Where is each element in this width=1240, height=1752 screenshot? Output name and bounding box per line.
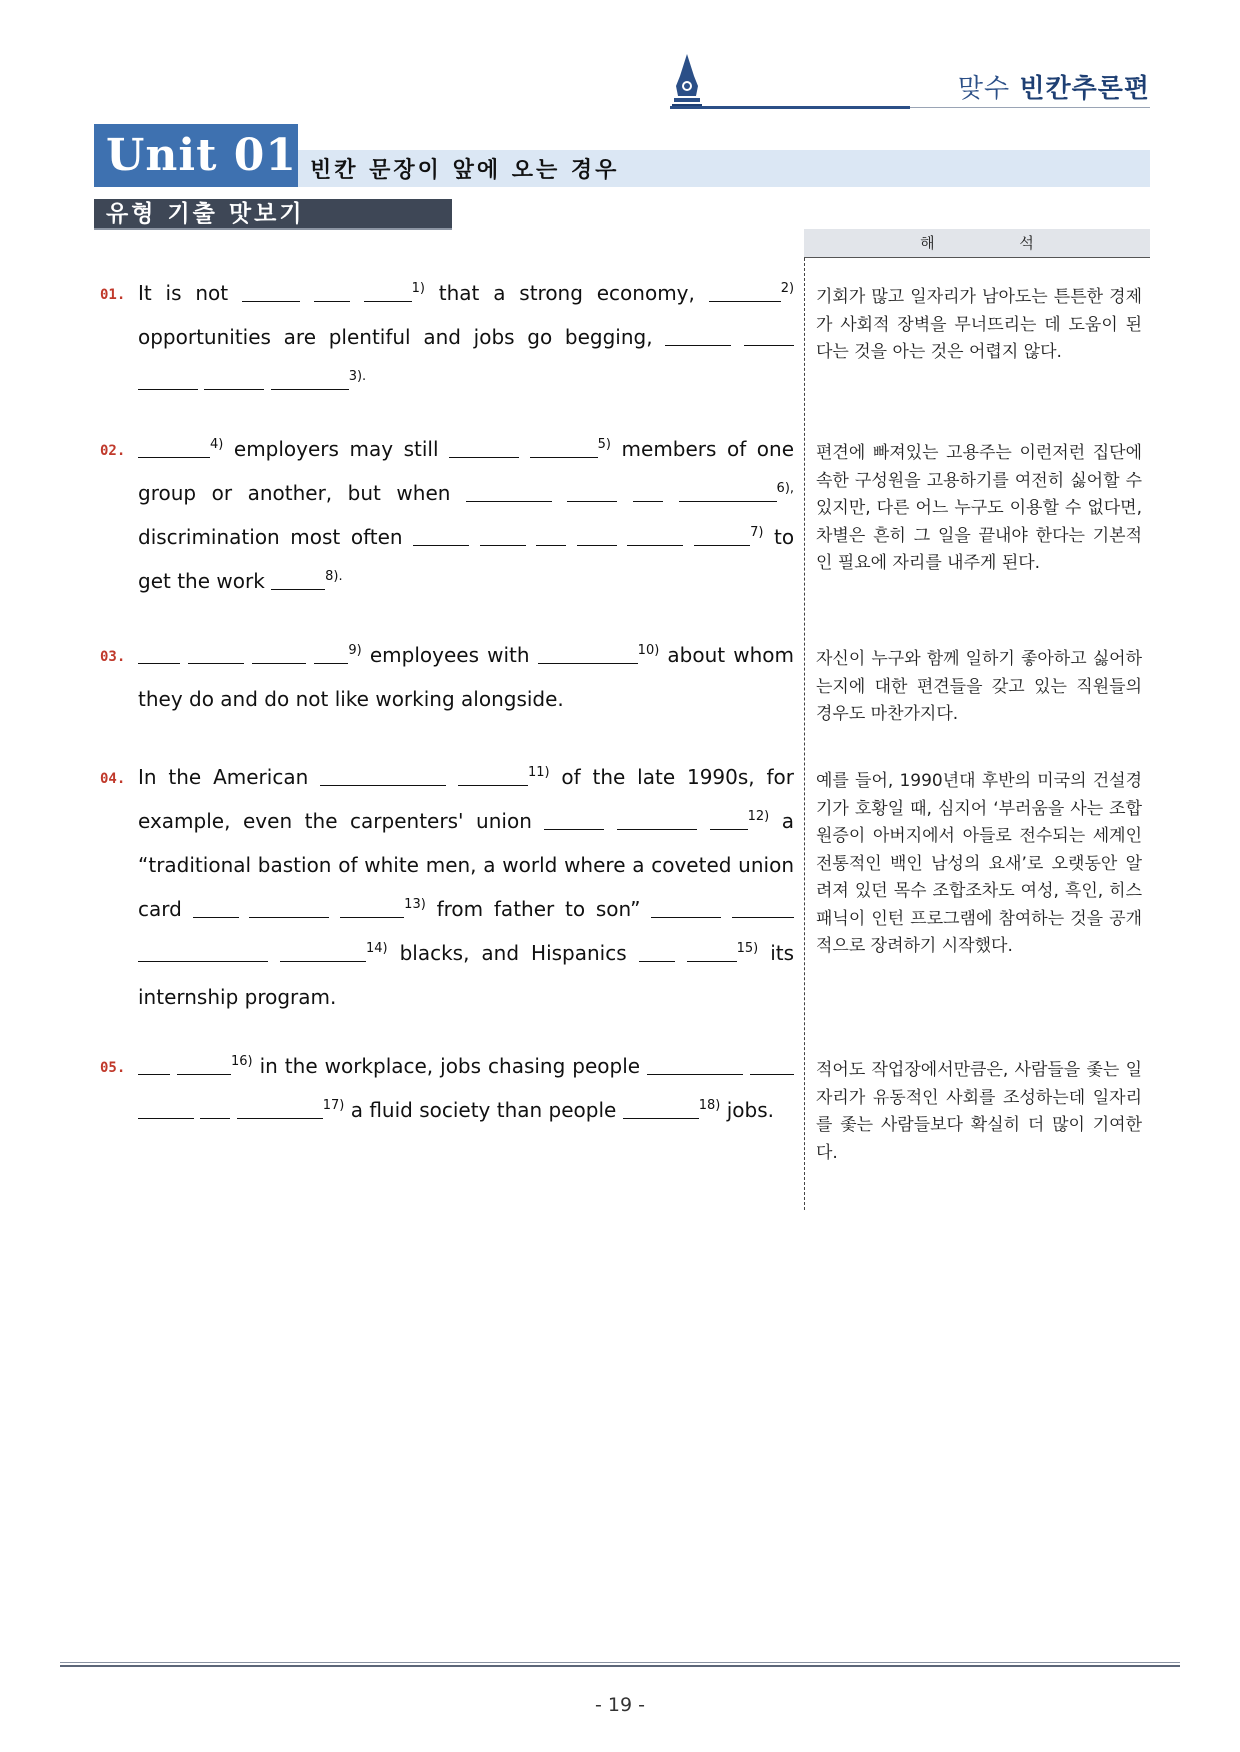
question-text: $^{16)}$ in the workplace, jobs chasing people $^{17)}$ a fluid society than people $^{18)}$ jobs. <box>138 1044 794 1132</box>
blank[interactable] <box>177 1055 231 1075</box>
blank[interactable] <box>651 898 721 918</box>
translation-02: 편견에 빠져있는 고용주는 이런저런 집단에 속한 구성원을 고용하기를 여전히 싫어할 수 있지만, 다른 어느 누구도 이용할 수 없다면, 차별은 흔히 그 일을 끝내야 한다는 기본적인 필요에 자리를 내주게 된다. <box>816 443 1142 573</box>
question-number: 04. <box>100 771 126 787</box>
pen-nib-logo-icon <box>670 52 704 110</box>
blank[interactable] <box>200 1099 230 1119</box>
blank[interactable] <box>530 438 598 458</box>
translation-01: 기회가 많고 일자리가 남아도는 튼튼한 경제가 사회적 장벽을 무너뜨리는 데 도움이 된다는 것을 아는 것은 어렵지 않다. <box>816 287 1142 362</box>
blank[interactable] <box>480 526 526 546</box>
book-title: 맞수 빈칸추론편 <box>957 74 1150 104</box>
blank[interactable] <box>617 810 697 830</box>
blank[interactable] <box>413 526 469 546</box>
blank[interactable] <box>750 1055 794 1075</box>
blank[interactable] <box>188 644 244 664</box>
blank[interactable] <box>536 526 566 546</box>
footer-rule <box>60 1662 1180 1663</box>
blank[interactable] <box>544 810 604 830</box>
blank[interactable] <box>449 438 519 458</box>
blank[interactable] <box>252 644 306 664</box>
translation-header: 해 석 <box>804 229 1150 257</box>
question-text: It is not $^{1)}$ that a strong economy, $^{2)}$ opportunities are plentiful and jobs go begging, $^{3).}$ <box>138 271 794 403</box>
blank[interactable] <box>340 898 404 918</box>
blank[interactable] <box>627 526 683 546</box>
blank[interactable] <box>249 898 329 918</box>
blank[interactable] <box>204 370 264 390</box>
question-number: 03. <box>100 649 126 665</box>
question-text: $^{9)}$ employees with $^{10)}$ about whom they do and do not like working alongside. <box>138 643 794 711</box>
blank[interactable] <box>280 942 366 962</box>
blank[interactable] <box>567 482 617 502</box>
header-rule-light <box>910 107 1150 108</box>
blank[interactable] <box>709 282 781 302</box>
blank[interactable] <box>242 282 300 302</box>
blank[interactable] <box>538 644 638 664</box>
question-number: 05. <box>100 1060 126 1076</box>
blank[interactable] <box>138 438 210 458</box>
blank[interactable] <box>237 1099 323 1119</box>
blank[interactable] <box>687 942 737 962</box>
blank[interactable] <box>466 482 552 502</box>
translation-03: 자신이 누구와 함께 일하기 좋아하고 싫어하는지에 대한 편견들을 갖고 있는 직원들의 경우도 마찬가지다. <box>816 649 1142 724</box>
translation-04: 예를 들어, 1990년대 후반의 미국의 건설경기가 호황일 때, 심지어 ‘부러움을 사는 조합원증이 아버지에서 아들로 전수되는 세계인 전통적인 백인 남성의 요새’로 오랫동안 알려져 있던 목수 조합조차도 여성, 흑인, 히스패닉이 인턴 프로그램에 참여하는 것을 공개적으로 장려하기 시작했다. <box>816 771 1142 956</box>
unit-label: Unit 01 <box>94 124 298 187</box>
unit-subtitle: 빈칸 문장이 앞에 오는 경우 <box>310 158 620 183</box>
blank[interactable] <box>138 1055 170 1075</box>
question-number: 01. <box>100 287 126 303</box>
column-divider <box>804 258 805 1210</box>
section-title-underline <box>94 228 452 230</box>
blank[interactable] <box>679 482 777 502</box>
blank[interactable] <box>665 326 731 346</box>
blank[interactable] <box>647 1055 743 1075</box>
translation-header-rule <box>804 257 1150 258</box>
page-number: - 19 - <box>595 1694 645 1716</box>
blank[interactable] <box>732 898 794 918</box>
blank[interactable] <box>193 898 239 918</box>
blank[interactable] <box>710 810 748 830</box>
blank[interactable] <box>639 942 675 962</box>
blank[interactable] <box>694 526 750 546</box>
section-title: 유형 기출 맛보기 <box>94 199 452 229</box>
blank[interactable] <box>577 526 617 546</box>
blank[interactable] <box>138 1099 194 1119</box>
blank[interactable] <box>138 942 268 962</box>
blank[interactable] <box>138 644 180 664</box>
question-number: 02. <box>100 443 126 459</box>
blank[interactable] <box>271 570 325 590</box>
blank[interactable] <box>364 282 412 302</box>
question-text: $^{4)}$ employers may still $^{5)}$ members of one group or another, but when $^{6),}$ discrimination most often $^{7)}$ to get the work $^{8).}$ <box>138 437 795 593</box>
footer-rule-thick <box>60 1665 1180 1667</box>
blank[interactable] <box>320 766 446 786</box>
blank[interactable] <box>271 370 349 390</box>
blank[interactable] <box>314 282 350 302</box>
blank[interactable] <box>633 482 663 502</box>
blank[interactable] <box>138 370 198 390</box>
blank[interactable] <box>458 766 528 786</box>
translation-05: 적어도 작업장에서만큼은, 사람들을 좇는 일자리가 유동적인 사회를 조성하는데 일자리를 좇는 사람들보다 확실히 더 많이 기여한다. <box>816 1060 1142 1163</box>
question-text: In the American $^{11)}$ of the late 1990s, for example, even the carpenters' union $^{12)}$ a “traditional bastion of white men, a world where a coveted union card $^{13)}$ from father to son” $^{14)}$ blacks, and Hispanics $^{15)}$ its internship program. <box>138 765 795 1009</box>
header-rule <box>670 106 910 109</box>
blank[interactable] <box>314 644 348 664</box>
blank[interactable] <box>744 326 794 346</box>
blank[interactable] <box>623 1099 699 1119</box>
